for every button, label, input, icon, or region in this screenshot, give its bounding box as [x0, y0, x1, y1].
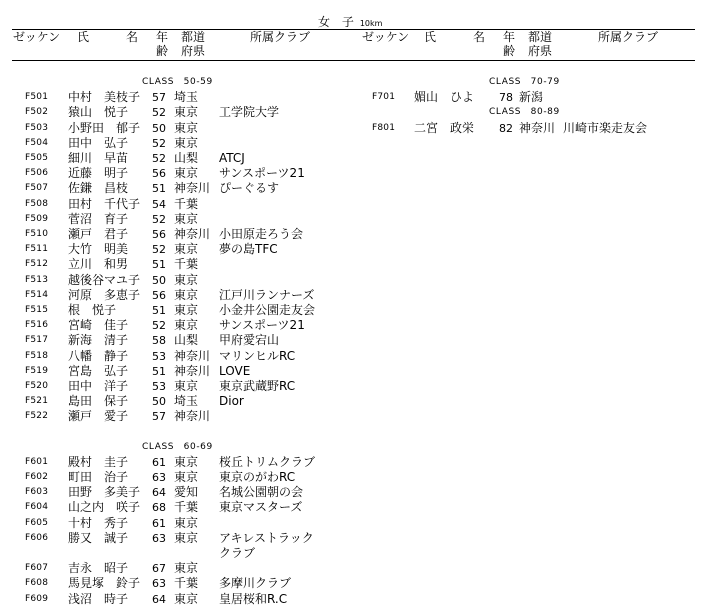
runner-club: 工学院大学 [219, 105, 280, 120]
header-club: 所属クラブ [250, 30, 311, 44]
runner-name: 立川 和男 [68, 257, 129, 272]
table-row [0, 349, 723, 364]
bib-number: F512 [25, 259, 49, 270]
runner-age: 50 [152, 273, 166, 287]
runner-age: 56 [152, 288, 166, 302]
header-family: 氏 [424, 30, 437, 44]
runner-prefecture: 東京 [174, 105, 199, 120]
bib-number: F521 [25, 396, 49, 407]
runner-age: 52 [152, 243, 166, 257]
runner-prefecture: 東京 [174, 379, 199, 393]
runner-club-continued: クラブ [219, 546, 256, 560]
runner-name: 根 悦子 [68, 303, 117, 317]
runner-age: 50 [152, 121, 166, 135]
runner-prefecture: 東京 [174, 303, 199, 317]
runner-age: 82 [499, 121, 513, 135]
bib-number: F511 [25, 244, 49, 255]
runner-club: サンスポーツ21 [219, 166, 305, 181]
runner-prefecture: 東京 [174, 120, 199, 135]
runner-club: 名城公園朝の会 [219, 485, 304, 500]
runner-name: 田中 洋子 [68, 379, 129, 393]
runner-name: 山之内 咲子 [68, 500, 141, 515]
runner-age: 56 [152, 228, 166, 241]
runner-age: 50 [152, 395, 166, 409]
runner-age: 51 [152, 258, 166, 272]
runner-name: 十村 秀子 [68, 515, 129, 530]
bib-number: F605 [25, 517, 49, 528]
bib-number: F603 [25, 487, 49, 498]
runner-name: 小野田 郁子 [68, 120, 141, 135]
table-row [0, 121, 723, 136]
runner-age: 56 [152, 167, 166, 181]
runner-name: 佐鎌 昌枝 [68, 181, 129, 196]
table-row [0, 470, 723, 485]
header-age-bottom: 齢 [503, 44, 516, 58]
runner-club: 川崎市楽走友会 [563, 120, 648, 135]
runner-club: 小田原走ろう会 [219, 227, 304, 241]
table-row [0, 561, 723, 576]
runner-club: 東京武蔵野RC [219, 379, 296, 393]
runner-age: 54 [152, 197, 166, 211]
bib-number: F502 [25, 107, 49, 118]
runner-age: 51 [152, 304, 166, 317]
runner-club: 江戸川ランナーズ [219, 287, 315, 302]
runner-name: 殿村 圭子 [68, 454, 129, 469]
runner-age: 61 [152, 516, 166, 530]
runner-name: 河原 多恵子 [68, 287, 141, 302]
table-row [0, 394, 723, 409]
runner-name: 瀬戸 愛子 [68, 409, 129, 424]
class-label: CLASS 50-59 [142, 77, 213, 87]
runner-age: 68 [152, 501, 166, 515]
runner-age: 64 [152, 486, 166, 500]
table-row [0, 151, 723, 166]
bib-number: F522 [25, 411, 49, 422]
header-bib: ゼッケン [13, 30, 61, 44]
runner-name: 町田 治子 [68, 470, 129, 484]
runner-prefecture: 東京 [174, 318, 199, 333]
bib-number: F608 [25, 578, 49, 589]
table-row [0, 105, 723, 120]
runner-prefecture: 東京 [174, 166, 199, 181]
runner-prefecture: 東京 [174, 515, 199, 530]
bib-number: F604 [25, 502, 49, 513]
runner-name: 八幡 静子 [68, 348, 129, 363]
table-row [0, 288, 723, 303]
runner-club: ATCJ [219, 151, 245, 165]
runner-club: LOVE [219, 363, 251, 378]
runner-age: 63 [152, 471, 166, 484]
runner-club: 小金井公園走友会 [219, 303, 316, 317]
runner-name: 島田 保子 [68, 394, 129, 409]
runner-prefecture: 東京 [174, 454, 199, 469]
runner-age: 64 [152, 592, 166, 606]
runner-age: 78 [499, 91, 513, 105]
runner-prefecture: 新潟 [519, 90, 544, 105]
runner-age: 52 [152, 136, 166, 150]
table-row [0, 364, 723, 379]
runner-name: 中村 美枝子 [68, 90, 141, 105]
runner-prefecture: 千葉 [174, 196, 199, 211]
runner-name: 浅沼 時子 [68, 591, 129, 606]
runner-club: Dior [219, 394, 244, 409]
table-row [0, 379, 723, 394]
runner-age: 53 [152, 380, 166, 393]
runner-age: 57 [152, 91, 166, 105]
header-bottom-rule [12, 60, 695, 61]
runner-club: ぴーぐるす [219, 181, 280, 196]
runner-prefecture: 千葉 [174, 257, 199, 272]
runner-age: 51 [152, 182, 166, 196]
runner-age: 63 [152, 531, 166, 545]
table-row [0, 576, 723, 591]
runner-name: 田村 千代子 [68, 196, 141, 211]
runner-club: マリンヒルRC [219, 348, 296, 363]
bib-number: F510 [25, 229, 49, 239]
bib-number: F507 [25, 183, 49, 194]
runner-name: 菅沼 育子 [68, 211, 129, 226]
runner-name: 猿山 悦子 [68, 105, 129, 120]
table-row [0, 257, 723, 272]
runner-prefecture: 神奈川 [174, 227, 211, 241]
bib-number: F515 [25, 305, 49, 315]
bib-number: F503 [25, 122, 49, 133]
runner-prefecture: 愛知 [174, 485, 199, 500]
runner-prefecture: 神奈川 [174, 363, 211, 378]
runner-club: アキレストラック [219, 530, 314, 545]
runner-club: サンスポーツ21 [219, 318, 305, 333]
runner-age: 67 [152, 562, 166, 576]
runner-name: 細川 早苗 [68, 151, 129, 165]
runner-prefecture: 東京 [174, 211, 199, 226]
bib-number: F505 [25, 153, 49, 163]
runner-prefecture: 東京 [174, 242, 199, 257]
runner-name: 新海 清子 [68, 333, 129, 348]
class-label: CLASS 60-69 [142, 441, 213, 452]
runner-club: 多摩川クラブ [219, 576, 292, 591]
bib-number: F519 [25, 365, 49, 376]
bib-number: F609 [25, 593, 49, 604]
runner-name: 二宮 政栄 [414, 120, 475, 135]
bib-number: F607 [25, 563, 49, 574]
runner-prefecture: 東京 [174, 591, 199, 606]
runner-prefecture: 東京 [174, 530, 199, 545]
header-pref-bottom: 府県 [528, 44, 553, 58]
runner-age: 63 [152, 577, 166, 591]
runner-age: 52 [152, 319, 166, 333]
header-pref-bottom: 府県 [181, 44, 206, 58]
bib-number: F506 [25, 168, 49, 179]
runner-name: 宮島 弘子 [68, 363, 129, 378]
runner-name: 吉永 昭子 [68, 561, 129, 576]
class-label: CLASS 80-89 [489, 107, 560, 118]
runner-prefecture: 埼玉 [174, 90, 199, 105]
title-text: 女 子 [318, 15, 358, 29]
bib-number: F508 [25, 198, 49, 209]
runner-club: 桜丘トリムクラブ [219, 454, 316, 469]
runner-name: 近藤 明子 [68, 166, 129, 181]
runner-club: 東京のがわRC [219, 470, 296, 484]
bib-number: F513 [25, 274, 49, 285]
table-row [0, 90, 723, 105]
runner-age: 51 [152, 364, 166, 378]
runner-age: 52 [152, 152, 166, 165]
header-age-bottom: 齢 [156, 44, 169, 58]
table-row [0, 318, 723, 333]
table-row [0, 197, 723, 212]
header-club: 所属クラブ [598, 30, 659, 44]
table-row [0, 242, 723, 257]
bib-number: F606 [25, 532, 49, 543]
table-row [0, 409, 723, 424]
bib-number: F501 [25, 92, 49, 103]
table-row-continuation [0, 546, 723, 561]
class-label: CLASS 70-79 [489, 77, 560, 87]
bib-number: F516 [25, 320, 49, 331]
header-pref-top: 都道 [528, 30, 553, 44]
header-pref-top: 都道 [181, 30, 206, 44]
header-given: 名 [126, 30, 139, 44]
runner-club: 夢の島TFC [219, 242, 278, 257]
runner-age: 57 [152, 410, 166, 424]
table-row [0, 485, 723, 500]
runner-prefecture: 山梨 [174, 333, 199, 348]
runner-prefecture: 神奈川 [174, 348, 211, 363]
bib-number: F518 [25, 350, 49, 361]
header-age-top: 年 [503, 30, 516, 44]
table-row [0, 455, 723, 470]
bib-number: F504 [25, 137, 49, 148]
runner-age: 53 [152, 349, 166, 363]
header-family: 氏 [77, 30, 90, 44]
runner-age: 58 [152, 334, 166, 348]
runner-name: 田野 多美子 [68, 485, 141, 500]
table-row [0, 212, 723, 227]
bib-number: F514 [25, 289, 49, 300]
table-row [0, 227, 723, 242]
runner-prefecture: 神奈川 [519, 120, 556, 135]
header-bib: ゼッケン [362, 30, 410, 44]
table-row [0, 181, 723, 196]
header-top-rule [12, 29, 695, 30]
bib-number: F602 [25, 472, 49, 482]
runner-name: 瀬戸 君子 [68, 227, 129, 241]
bib-number: F509 [25, 213, 49, 224]
runner-prefecture: 神奈川 [174, 409, 211, 424]
runner-club: 皇居桜和R.C [219, 591, 288, 606]
runner-name: 田中 弘子 [68, 135, 129, 150]
table-row [0, 592, 723, 607]
bib-number: F520 [25, 381, 49, 391]
bib-number: F517 [25, 335, 49, 346]
bib-number: F801 [372, 122, 396, 133]
runner-prefecture: 東京 [174, 135, 199, 150]
bib-number: F601 [25, 456, 49, 467]
runner-prefecture: 東京 [174, 561, 199, 576]
runner-prefecture: 東京 [174, 470, 199, 484]
distance-text: 10km [359, 19, 383, 28]
table-row [0, 500, 723, 515]
bib-number: F701 [372, 92, 396, 103]
runner-club: 東京マスターズ [219, 500, 303, 515]
runner-name: 勝又 誠子 [68, 530, 129, 545]
runner-club: 甲府愛宕山 [219, 333, 280, 348]
runner-name: 宮崎 佳子 [68, 318, 129, 333]
table-row [0, 166, 723, 181]
runner-age: 61 [152, 455, 166, 469]
header-age-top: 年 [156, 30, 169, 44]
runner-name: 媚山 ひよ [414, 90, 475, 105]
runner-prefecture: 千葉 [174, 500, 199, 515]
runner-name: 大竹 明美 [68, 242, 129, 257]
runner-prefecture: 山梨 [174, 151, 199, 165]
table-row [0, 333, 723, 348]
runner-prefecture: 東京 [174, 272, 199, 287]
table-row [0, 303, 723, 318]
table-row [0, 516, 723, 531]
runner-prefecture: 千葉 [174, 576, 199, 591]
runner-name: 馬見塚 鈴子 [68, 576, 141, 591]
runner-age: 52 [152, 212, 166, 226]
table-row [0, 136, 723, 151]
table-row [0, 531, 723, 546]
header-given: 名 [473, 30, 486, 44]
runner-prefecture: 埼玉 [174, 394, 199, 409]
table-row [0, 273, 723, 288]
runner-prefecture: 神奈川 [174, 181, 211, 196]
runner-name: 越後谷マユ子 [68, 272, 141, 287]
runner-age: 52 [152, 106, 166, 120]
runner-prefecture: 東京 [174, 287, 199, 302]
